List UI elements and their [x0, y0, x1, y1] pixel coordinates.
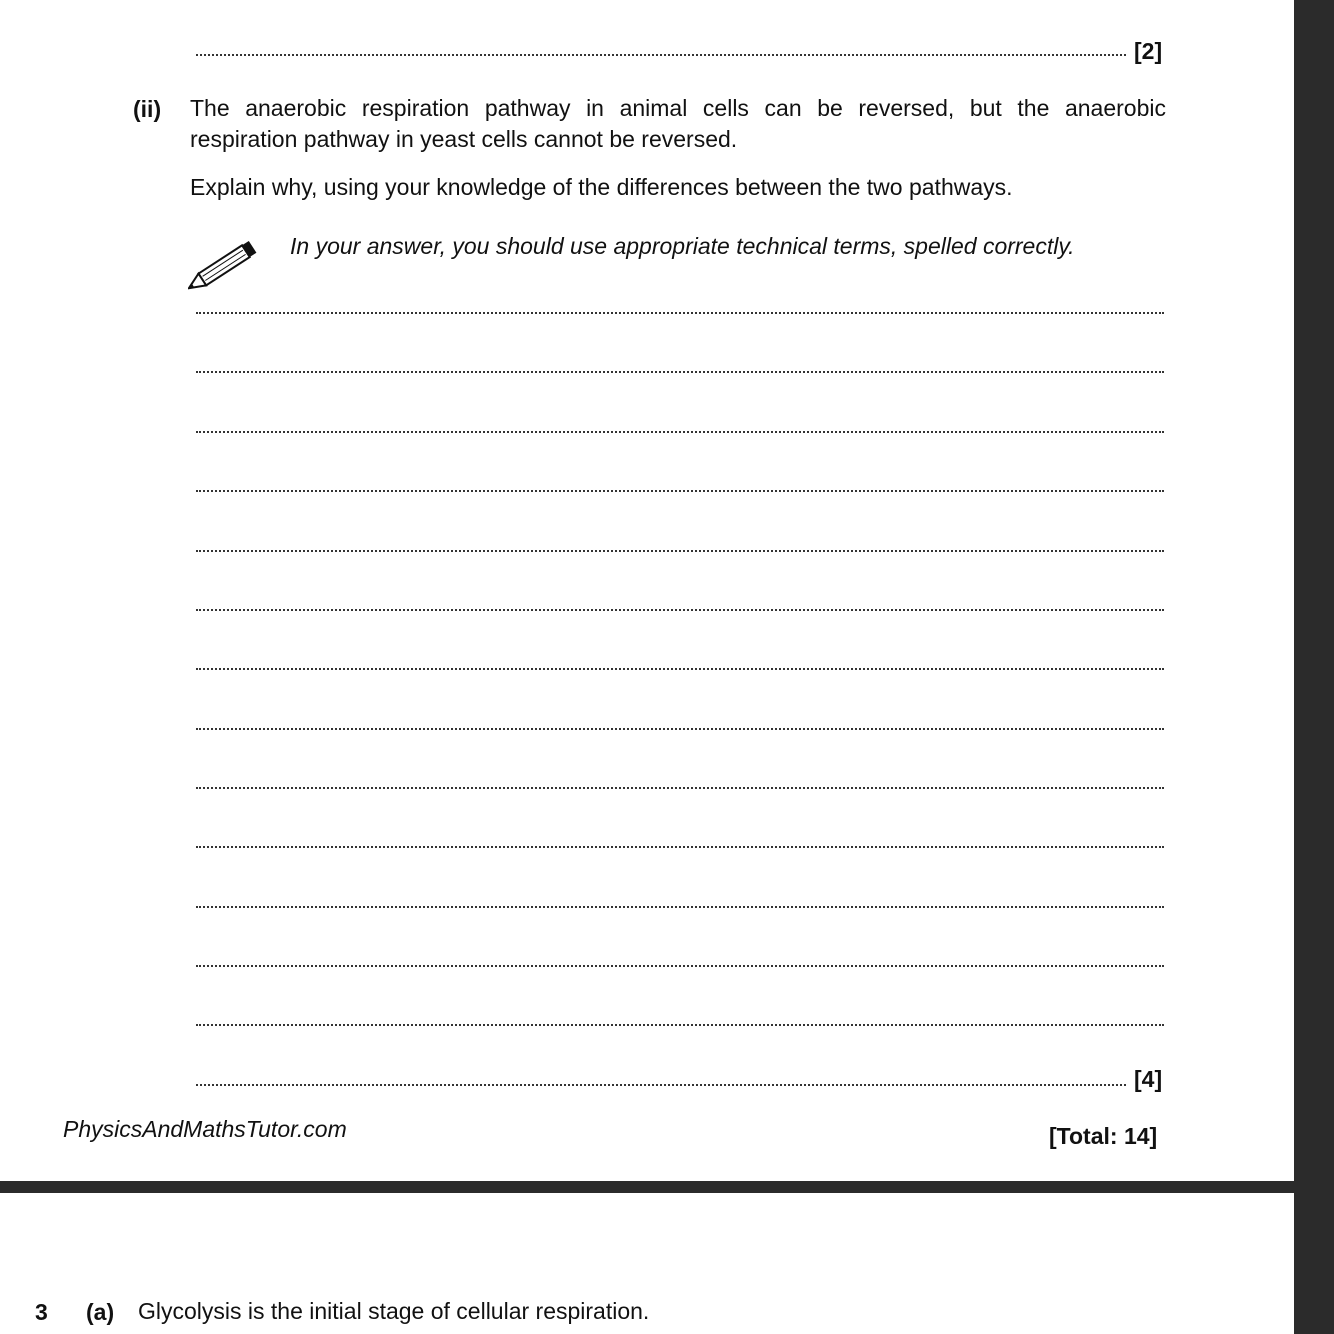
- answer-line[interactable]: [196, 431, 1164, 433]
- question-text: Glycolysis is the initial stage of cellular respiration.: [138, 1298, 650, 1324]
- answer-line[interactable]: [196, 371, 1164, 373]
- answer-line[interactable]: [196, 1024, 1164, 1026]
- answer-line[interactable]: [196, 609, 1164, 611]
- question-instruction: Explain why, using your knowledge of the differences between the two pathways.: [190, 174, 1013, 200]
- footer-watermark: PhysicsAndMathsTutor.com: [63, 1116, 347, 1142]
- answer-line[interactable]: [196, 312, 1164, 314]
- answer-line[interactable]: [196, 787, 1164, 789]
- mark-allocation: [4]: [1134, 1066, 1163, 1092]
- part-label: (a): [86, 1299, 115, 1325]
- question-stem: The anaerobic respiration pathway in animal cells can be reversed, but the anaerobic respiration pathway in yeast cells cannot be reversed.: [190, 95, 1166, 152]
- answer-line[interactable]: [196, 54, 1126, 56]
- answer-line[interactable]: [196, 728, 1164, 730]
- mark-allocation: [2]: [1134, 38, 1163, 64]
- scrollbar-track[interactable]: [1294, 0, 1334, 1334]
- answer-line[interactable]: [196, 550, 1164, 552]
- answer-line[interactable]: [196, 668, 1164, 670]
- part-label: (ii): [133, 96, 162, 122]
- answer-line[interactable]: [196, 490, 1164, 492]
- answer-line[interactable]: [196, 965, 1164, 967]
- qwc-instruction: In your answer, you should use appropriate technical terms, spelled correctly.: [290, 233, 1075, 259]
- pencil-icon: [188, 232, 268, 296]
- total-marks: [Total: 14]: [1049, 1123, 1158, 1149]
- question-number: 3: [35, 1299, 48, 1325]
- page-divider: [0, 1181, 1294, 1193]
- answer-line[interactable]: [196, 1084, 1126, 1086]
- answer-line[interactable]: [196, 906, 1164, 908]
- answer-line[interactable]: [196, 846, 1164, 848]
